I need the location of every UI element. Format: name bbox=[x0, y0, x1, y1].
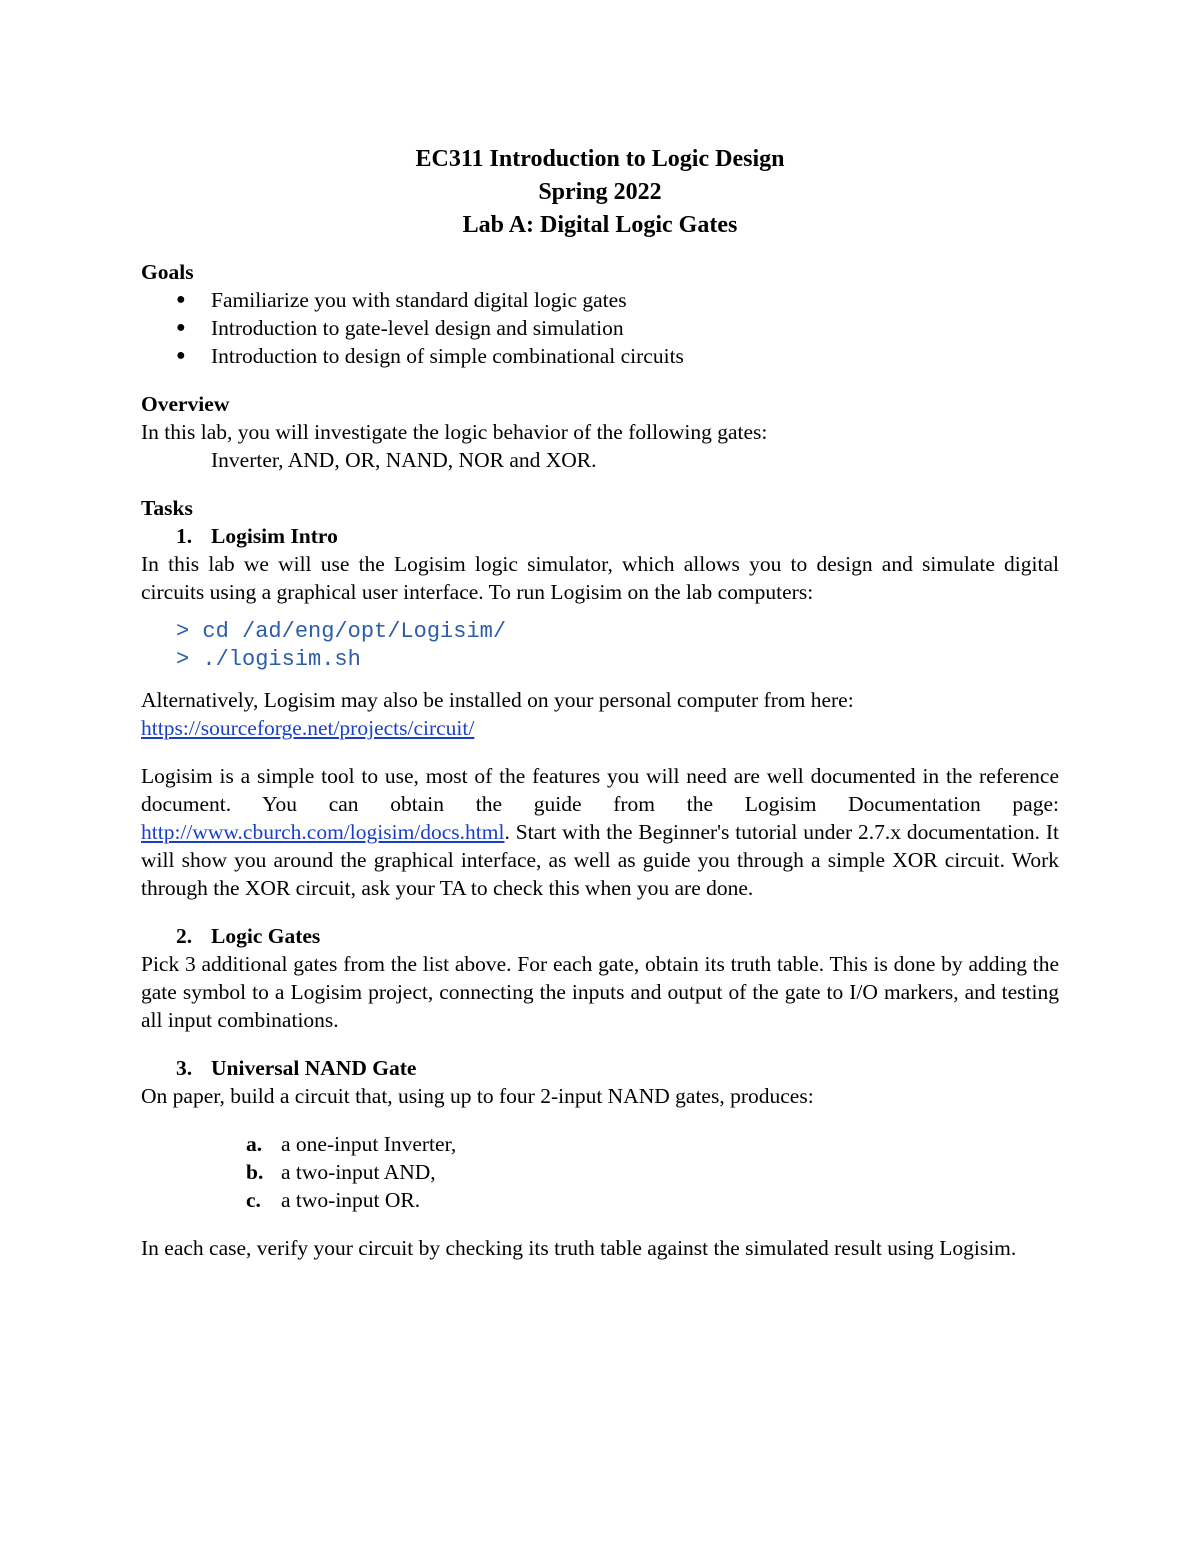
task1-heading bbox=[141, 522, 1059, 550]
task3-number: 3. bbox=[176, 1056, 193, 1080]
task2-title: Logic Gates bbox=[211, 924, 321, 948]
list-item: c. a two-input OR. bbox=[246, 1188, 421, 1212]
list-item: b. a two-input AND, bbox=[246, 1160, 436, 1184]
semester: Spring 2022 bbox=[538, 179, 662, 205]
task1-title: Logisim Intro bbox=[211, 524, 338, 548]
nand-list bbox=[141, 1130, 1059, 1214]
goals-heading: Goals bbox=[141, 260, 194, 284]
task2-heading bbox=[141, 922, 1059, 950]
overview-text: In this lab, you will investigate the logic behavior of the following gates: bbox=[141, 420, 768, 444]
bullet-icon: ● bbox=[176, 347, 186, 364]
code-line: > cd /ad/eng/opt/Logisim/ bbox=[176, 619, 507, 644]
task2-number: 2. bbox=[176, 924, 193, 948]
list-item: a. a one-input Inverter, bbox=[246, 1132, 457, 1156]
task1-number: 1. bbox=[176, 524, 193, 548]
bullet-icon: ● bbox=[176, 291, 186, 308]
list-item: ● Familiarize you with standard digital logic gates bbox=[176, 288, 627, 312]
code-line: > ./logisim.sh bbox=[176, 647, 361, 672]
code-block bbox=[141, 618, 1059, 674]
sourceforge-link[interactable]: https://sourceforge.net/projects/circuit/ bbox=[141, 716, 475, 740]
list-item: ● Introduction to design of simple combinational circuits bbox=[176, 344, 684, 368]
tasks-heading: Tasks bbox=[141, 496, 193, 520]
bullet-icon: ● bbox=[176, 319, 186, 336]
task1-para1: In this lab we will use the Logisim logic simulator, which allows you to design and simulate digital circuits using a graphical user interface. To run Logisim on the lab computers: bbox=[141, 552, 1059, 604]
course-title: EC311 Introduction to Logic Design bbox=[415, 146, 785, 172]
task3-title: Universal NAND Gate bbox=[211, 1056, 417, 1080]
goals-list bbox=[141, 286, 1059, 370]
task3-heading bbox=[141, 1054, 1059, 1082]
alt-install-text: Alternatively, Logisim may also be installed on your personal computer from here: bbox=[141, 688, 854, 712]
list-item: ● Introduction to gate-level design and simulation bbox=[176, 316, 624, 340]
title-block bbox=[141, 143, 1059, 242]
task1-para2: Logisim is a simple tool to use, most of the features you will need are well documented in the reference document. You can obtain the guide from the Logisim Documentation page: http://www.cburch.com/logisim/docs.html. Start with the Beginner's tutorial under 2.7.x documentation. It will show you around the graphical interface, as well as guide you through a simple XOR circuit. Work through the XOR circuit, ask your TA to check this when you are done. bbox=[141, 764, 1059, 900]
task2-para: Pick 3 additional gates from the list above. For each gate, obtain its truth table. This is done by adding the gate symbol to a Logisim project, connecting the inputs and output of the gate to I/O markers, and testing all input combinations. bbox=[141, 952, 1059, 1032]
overview-gates: Inverter, AND, OR, NAND, NOR and XOR. bbox=[211, 448, 597, 472]
task3-para: On paper, build a circuit that, using up to four 2-input NAND gates, produces: bbox=[141, 1084, 814, 1108]
overview-heading: Overview bbox=[141, 392, 230, 416]
lab-title: Lab A: Digital Logic Gates bbox=[462, 212, 738, 238]
docs-link[interactable]: http://www.cburch.com/logisim/docs.html bbox=[141, 820, 505, 844]
task3-closing: In each case, verify your circuit by checking its truth table against the simulated result using Logisim. bbox=[141, 1236, 1017, 1260]
